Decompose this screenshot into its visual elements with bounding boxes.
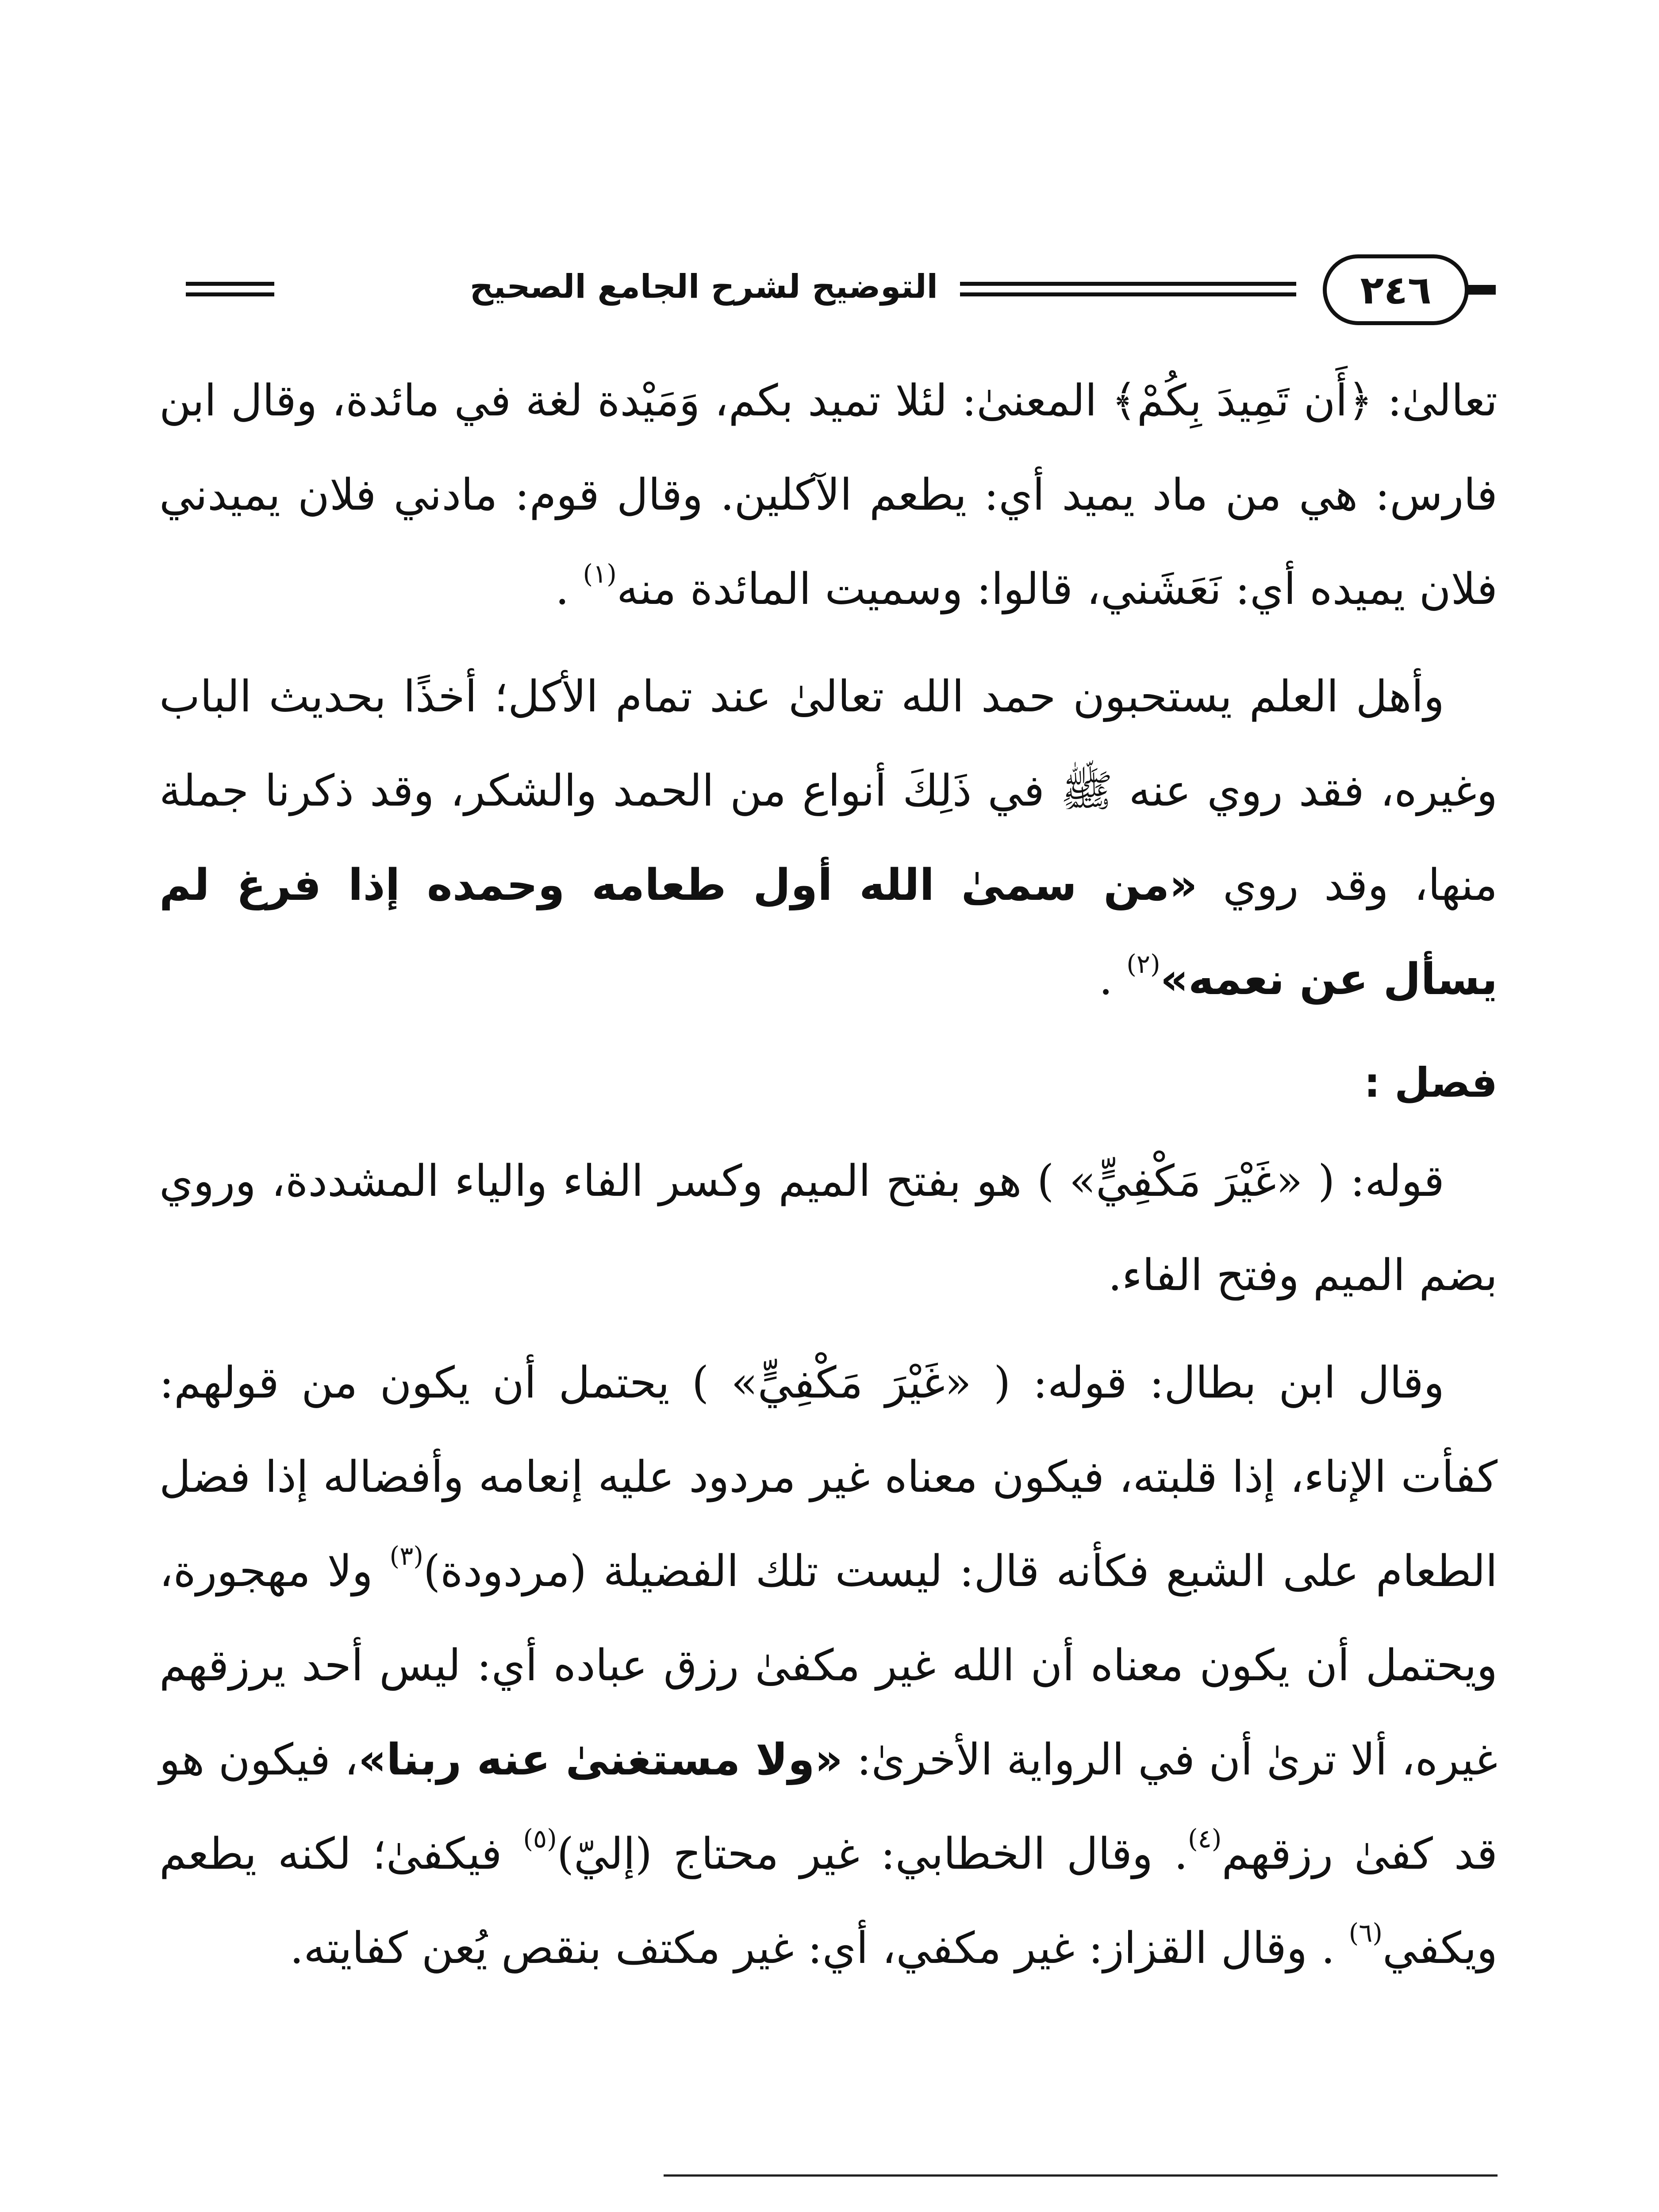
- text-run: وأهل العلم يستحبون حمد الله تعالىٰ عند تمام الأكل؛ أخذًا بحديث الباب وغيره، فقد روي عنه ﷺ في ذَلِكَ أنواع من الحمد والشكر، وقد ذكرنا جملة منها، وقد روي: [159, 672, 1498, 910]
- text-run: تعالىٰ:: [1373, 376, 1498, 426]
- text-run: .: [1098, 954, 1127, 1005]
- text-run: ، فيكون هو قد كفىٰ رزقهم: [159, 1735, 1498, 1879]
- footnote-number: [1436, 2200, 1498, 2212]
- paragraph-2: [159, 650, 1498, 1027]
- paragraph-4: [159, 1336, 1498, 1996]
- footnote-separator: [664, 2174, 1498, 2177]
- footnote-line: [159, 2199, 1498, 2212]
- footnote-number: [868, 2200, 930, 2212]
- running-header: [186, 254, 1495, 330]
- text-run: فيكفىٰ؛ لكنه يطعم ويكفي: [159, 1829, 1498, 1974]
- text-run: . وقال الخطابي: غير محتاج (إليّ): [557, 1829, 1188, 1879]
- section-heading: فصل :: [1364, 1059, 1498, 1106]
- footnote-ref-1[interactable]: (١): [583, 559, 617, 589]
- footnote-ref-3[interactable]: (٣): [389, 1541, 423, 1571]
- page-number: ٢٤٦: [1323, 254, 1469, 325]
- header-rule-left: [186, 282, 274, 286]
- book-title: التوضيح لشرح الجامع الصحيح: [469, 268, 938, 306]
- footnote-ref-4[interactable]: (٤): [1188, 1824, 1222, 1854]
- text-run: قوله: ( «غَيْرَ مَكْفِيٍّ» ) هو بفتح الميم وكسر الفاء والياء المشددة، وروي بضم الميم وفتح الفاء.: [159, 1156, 1498, 1301]
- quran-verse: ﴿أَن تَمِيدَ بِكُمْ﴾: [1111, 376, 1373, 426]
- text-run: . وقال القزاز: غير مكفي، أي: غير مكتف بنقص يُعن كفايته.: [290, 1923, 1349, 1974]
- footnotes: [159, 2199, 1498, 2212]
- text-run: وقال ابن بطال: قوله: ( «غَيْرَ مَكْفِيٍّ» ) يحتمل أن يكون من قولهم: كفأت الإناء، إذا قلبته، فيكون معناه غير مردود عليه إنعامه وأفضاله إذا فضل الطعام على الشبع فكأنه قال: ليست تلك الفضيلة (مردودة): [159, 1358, 1498, 1597]
- paragraph-1: [159, 354, 1498, 637]
- text-run: ولا مهجورة، ويحتمل أن يكون معناه أن الله غير مكفىٰ رزق عباده أي: ليس أحد يرزقهم غيره، ألا ترىٰ أن في الرواية الأخرىٰ:: [159, 1546, 1498, 1785]
- footnote-ref-6[interactable]: (٦): [1348, 1918, 1383, 1948]
- footnote-ref-2[interactable]: (٢): [1126, 949, 1160, 979]
- hadith-quote: «ولا مستغنىٰ عنه ربنا»: [358, 1735, 843, 1785]
- text-run: المعنىٰ: لئلا تميد بكم، وَمَيْدة لغة في مائدة، وقال ابن فارس: هي من ماد يميد أي: يطعم الآكلين. وقال قوم: مادني فلان يميدني فلان يميده أي: نَعَشَني، قالوا: وسميت المائدة منه: [159, 376, 1498, 614]
- main-text: [159, 354, 1498, 1996]
- header-rule-right: [960, 282, 1296, 286]
- text-run: .: [555, 564, 583, 614]
- footnote-ref-5[interactable]: (٥): [523, 1824, 557, 1854]
- paragraph-3: [159, 1134, 1498, 1323]
- hadith-quote: «من سمىٰ الله أول طعامه وحمده إذا فرغ لم يسأل عن نعمه»: [159, 860, 1498, 1005]
